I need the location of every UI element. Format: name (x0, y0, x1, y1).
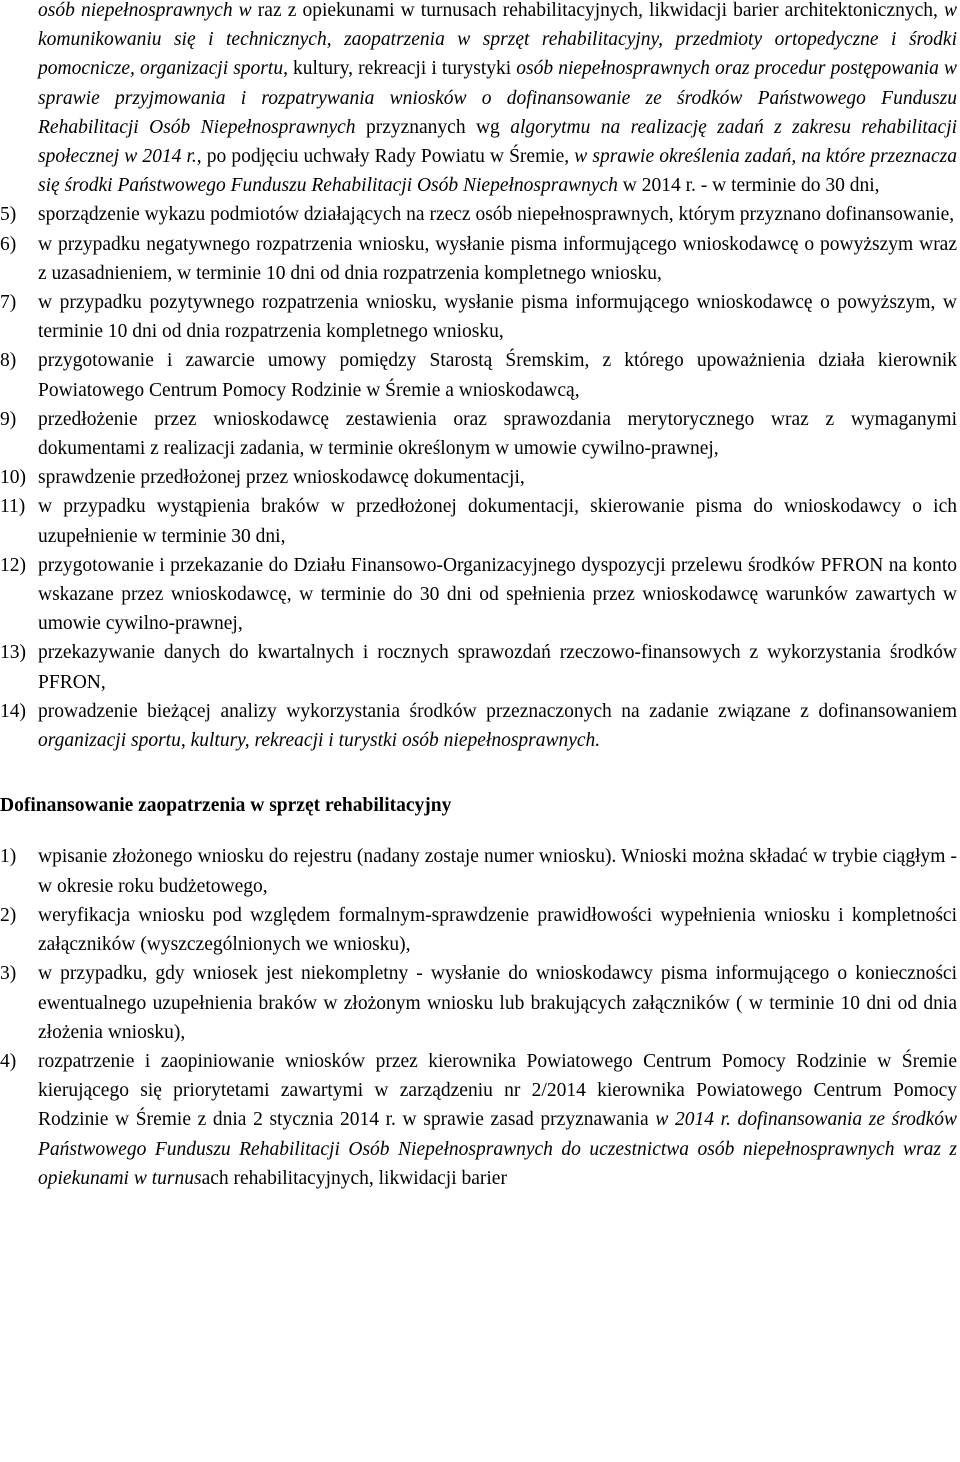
list-item (0, 492, 957, 550)
list-item-text: przygotowanie i zawarcie umowy pomiędzy Starostą Śremskim, z którego upoważnienia działa kierownik Powiatowego Centrum Pomocy Rodzinie w Śremie a wnioskodawcą, (38, 350, 957, 401)
list-item (0, 901, 957, 959)
list-item-text: w przypadku negatywnego rozpatrzenia wniosku, wysłanie pisma informującego wnioskodawcę o powyższym wraz z uzasadnieniem, w terminie 10 dni od dnia rozpatrzenia kompletnego wniosku, (38, 233, 957, 284)
list-item-number: 6) (0, 233, 17, 255)
text-italic-segment: w komunikowaniu się i technicznych, zaopatrzenia w sprzęt rehabilitacyjny, przedmioty ortopedyczne i środki pomocnicze, organizacji sportu, (38, 0, 958, 80)
list-item-text: przygotowanie i przekazanie do Działu Finansowo-Organizacyjnego dyspozycji przelewu środków PFRON na konto wskazane przez wnioskodawcę, w terminie do 30 dni od spełnienia przez wnioskodawcę warunków zawartych w umowie cywilno-prawnej, (38, 554, 957, 635)
list-item-number: 4) (0, 1050, 17, 1072)
list-item-text (38, 697, 957, 755)
text-segment: ach rehabilitacyjnych, likwidacji barier (201, 1167, 507, 1189)
list-item-text: w przypadku wystąpienia braków w przedłożonej dokumentacji, skierowanie pisma do wnioskodawcy o ich uzupełnienie w terminie 30 dni, (38, 496, 957, 547)
list-item (0, 346, 957, 404)
list-item-number: 14) (0, 700, 26, 722)
list-item (0, 842, 957, 900)
section-heading: Dofinansowanie zaopatrzenia w sprzęt rehabilitacyjny (0, 795, 452, 817)
list-item (0, 697, 957, 755)
list-item-text: sprawdzenie przedłożonej przez wnioskodawcę dokumentacji, (38, 467, 525, 489)
list-item-number: 10) (0, 467, 26, 489)
list-item (0, 463, 957, 492)
list-item (0, 638, 957, 696)
list-item-text: w przypadku pozytywnego rozpatrzenia wniosku, wysłanie pisma informującego wnioskodawcę o powyższym, w terminie 10 dni od dnia rozpatrzenia kompletnego wniosku, (38, 292, 957, 343)
procedure-list-1 (0, 200, 957, 755)
list-item-number: 3) (0, 963, 17, 985)
list-item-text: przekazywanie danych do kwartalnych i rocznych sprawozdań rzeczowo-finansowych z wykorzystania środków PFRON, (38, 642, 957, 693)
list-item-text: przedłożenie przez wnioskodawcę zestawienia oraz sprawozdania merytorycznego wraz z wymaganymi dokumentami z realizacji zadania, w terminie określonym w umowie cywilno-prawnej, (38, 408, 957, 460)
text-italic-segment: algorytmu na realizację zadań z zakresu rehabilitacji społecznej w 2014 r. (38, 116, 958, 168)
continuation-paragraph (38, 0, 957, 200)
list-item-number: 12) (0, 554, 26, 576)
list-item (0, 405, 957, 463)
text-italic-segment: osób niepełnosprawnych w (38, 0, 252, 21)
text-italic-segment: w 2014 r. dofinansowania ze środków Państwowego Funduszu Rehabilitacji Osób Niepełnosprawnych do uczestnictwa osób niepełnosprawnych wraz z opiekunami w turnus (38, 1109, 958, 1189)
text-segment: kultury, rekreacji i turystyki (293, 58, 512, 80)
list-item (0, 288, 957, 346)
text-segment: , po podjęciu uchwały Rady Powiatu w Śremie, (196, 146, 570, 168)
text-italic-segment: w sprawie określenia zadań, na które przeznacza się środki Państwowego Funduszu Rehabilitacji Osób Niepełnosprawnych (38, 146, 957, 197)
list-item-number: 2) (0, 904, 17, 926)
list-item (0, 551, 957, 639)
text-italic-segment: organizacji sportu, kultury, rekreacji i turystki osób niepełnosprawnych. (38, 730, 601, 752)
list-item (0, 959, 957, 1047)
text-segment: przyznanych wg (365, 116, 500, 138)
list-item-number: 9) (0, 408, 17, 430)
text-italic-segment: osób niepełnosprawnych oraz procedur postępowania w sprawie przyjmowania i rozpatrywania wniosków o dofinansowanie ze środków Państwowego Funduszu Rehabilitacji Osób Niepełnosprawnych (38, 58, 958, 138)
list-item (0, 200, 957, 229)
list-item-text: wpisanie złożonego wniosku do rejestru (nadany zostaje numer wniosku). Wnioski można składać w trybie ciągłym - w okresie roku budżetowego, (38, 846, 957, 897)
procedure-list-2 (0, 842, 957, 1192)
list-item (0, 1047, 957, 1193)
text-segment: prowadzenie bieżącej analizy wykorzystania środków przeznaczonych na zadanie związane z dofinansowaniem (38, 700, 957, 722)
list-item-number: 5) (0, 204, 17, 226)
list-item-text: sporządzenie wykazu podmiotów działających na rzecz osób niepełnosprawnych, którym przyznano dofinansowanie, (38, 204, 955, 226)
list-item-text (38, 1047, 957, 1193)
list-item-text: weryfikacja wniosku pod względem formalnym-sprawdzenie prawidłowości wypełnienia wniosku i kompletności załączników (wyszczególnionych we wniosku), (38, 904, 957, 956)
list-item-text: w przypadku, gdy wniosek jest niekompletny - wysłanie do wnioskodawcy pisma informującego o konieczności ewentualnego uzupełnienia braków w złożonym wniosku lub brakujących załączników ( w terminie 10 dni od dnia złożenia wniosku), (38, 963, 957, 1043)
list-item-number: 1) (0, 846, 17, 868)
list-item-number: 13) (0, 642, 26, 664)
text-segment: w 2014 r. - w terminie do 30 dni, (622, 175, 880, 197)
list-item (0, 230, 957, 288)
text-segment: rozpatrzenie i zaopiniowanie wniosków przez kierownika Powiatowego Centrum Pomocy Rodzinie w Śremie kierującego się priorytetami zawartymi w zarządzeniu nr 2/2014 kierownika Powiatowego Centrum Pomocy Rodzinie w Śremie z dnia 2 stycznia 2014 r. w sprawie zasad przyznawania (38, 1050, 957, 1131)
list-item-number: 11) (0, 496, 26, 518)
list-item-number: 7) (0, 292, 17, 314)
list-item-number: 8) (0, 350, 17, 372)
text-segment: raz z opiekunami w turnusach rehabilitacyjnych, likwidacji barier architektonicznych, (257, 0, 938, 21)
